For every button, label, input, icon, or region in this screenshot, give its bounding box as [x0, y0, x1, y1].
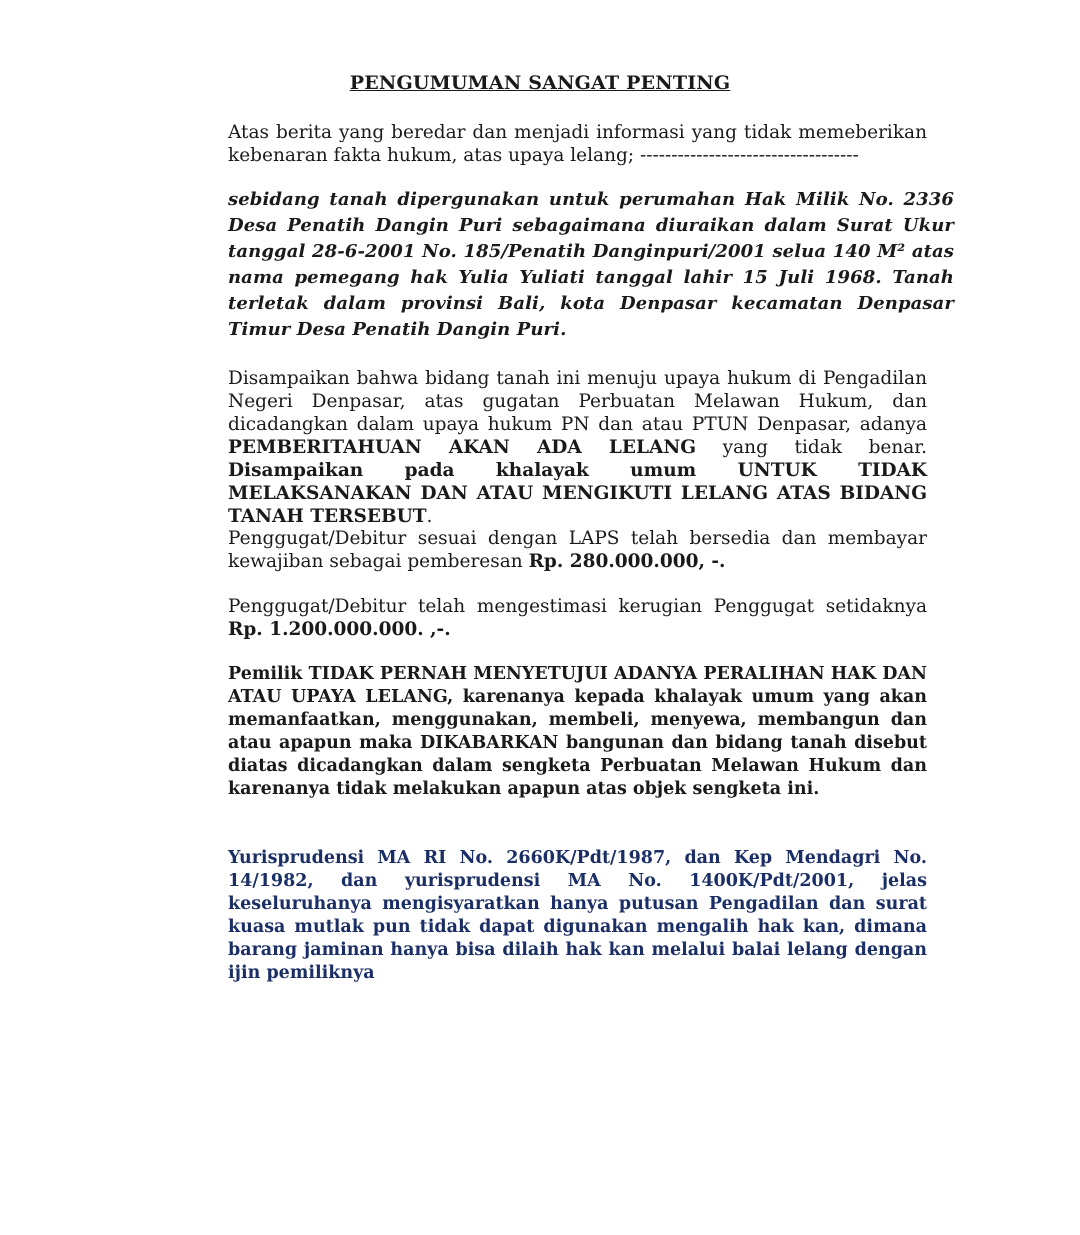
page-title: PENGUMUMAN SANGAT PENTING [349, 72, 731, 94]
owner-statement-paragraph: Pemilik TIDAK PERNAH MENYETUJUI ADANYA PERALIHAN HAK DAN ATAU UPAYA LELANG, karenanya kepada khalayak umum yang akan memanfaatkan, menggunakan, membeli, menyewa, membangun dan atau apapun maka DIKABARKAN bangunan dan bidang tanah disebut diatas dicadangkan dalam sengketa Perbuatan Melawan Hukum dan karenanya tidak melakukan apapun atas objek sengketa ini. [228, 664, 927, 799]
notice-bold-lelang: PEMBERITAHUAN AKAN ADA LELANG [228, 437, 697, 458]
notice-bold-warning: Disampaikan pada khalayak umum UNTUK TIDAK MELAKSANAKAN DAN ATAU MENGIKUTI LELANG ATAS BIDANG TANAH TERSEBUT [228, 460, 927, 527]
loss-amount: Rp. 1.200.000.000. ,-. [228, 619, 451, 640]
notice-paragraph [228, 367, 927, 528]
notice-text-a: Disampaikan bahwa bidang tanah ini menuju upaya hukum di Pengadilan Negeri Denpasar, atas gugatan Perbuatan Melawan Hukum, dan dicadangkan dalam upaya hukum PN dan atau PTUN Denpasar, adanya [228, 368, 927, 435]
jurisprudence-paragraph: Yurisprudensi MA RI No. 2660K/Pdt/1987, dan Kep Mendagri No. 14/1982, dan yurisprudensi MA No. 1400K/Pdt/2001, jelas keseluruhanya mengisyaratkan hanya putusan Pengadilan dan surat kuasa mutlak pun tidak dapat digunakan mengalih hak kan, dimana barang jaminan hanya bisa dilaih hak kan melalui balai lelang dengan ijin pemiliknya [228, 848, 927, 983]
loss-text: Penggugat/Debitur telah mengestimasi kerugian Penggugat setidaknya [228, 596, 927, 617]
property-description-paragraph: sebidang tanah dipergunakan untuk perumahan Hak Milik No. 2336 Desa Penatih Dangin Puri sebagaimana diuraikan dalam Surat Ukur tanggal 28-6-2001 No. 185/Penatih Danginpuri/2001 selua 140 M² atas nama pemegang hak Yulia Yuliati tanggal lahir 15 Juli 1968. Tanah terletak dalam provinsi Bali, kota Denpasar kecamatan Denpasar Timur Desa Penatih Dangin Puri. [228, 189, 954, 340]
notice-text-c: . [426, 506, 433, 527]
intro-paragraph: Atas berita yang beredar dan menjadi informasi yang tidak memeberikan kebenaran fakta hukum, atas upaya lelang; ----------------------------------- [228, 122, 927, 166]
notice-text-b: yang tidak benar. [696, 437, 927, 458]
payment-paragraph [228, 527, 927, 573]
payment-amount: Rp. 280.000.000, -. [528, 551, 726, 572]
loss-paragraph [228, 595, 927, 641]
payment-text: Penggugat/Debitur sesuai dengan LAPS telah bersedia dan membayar kewajiban sebagai pemberesan [228, 528, 927, 572]
